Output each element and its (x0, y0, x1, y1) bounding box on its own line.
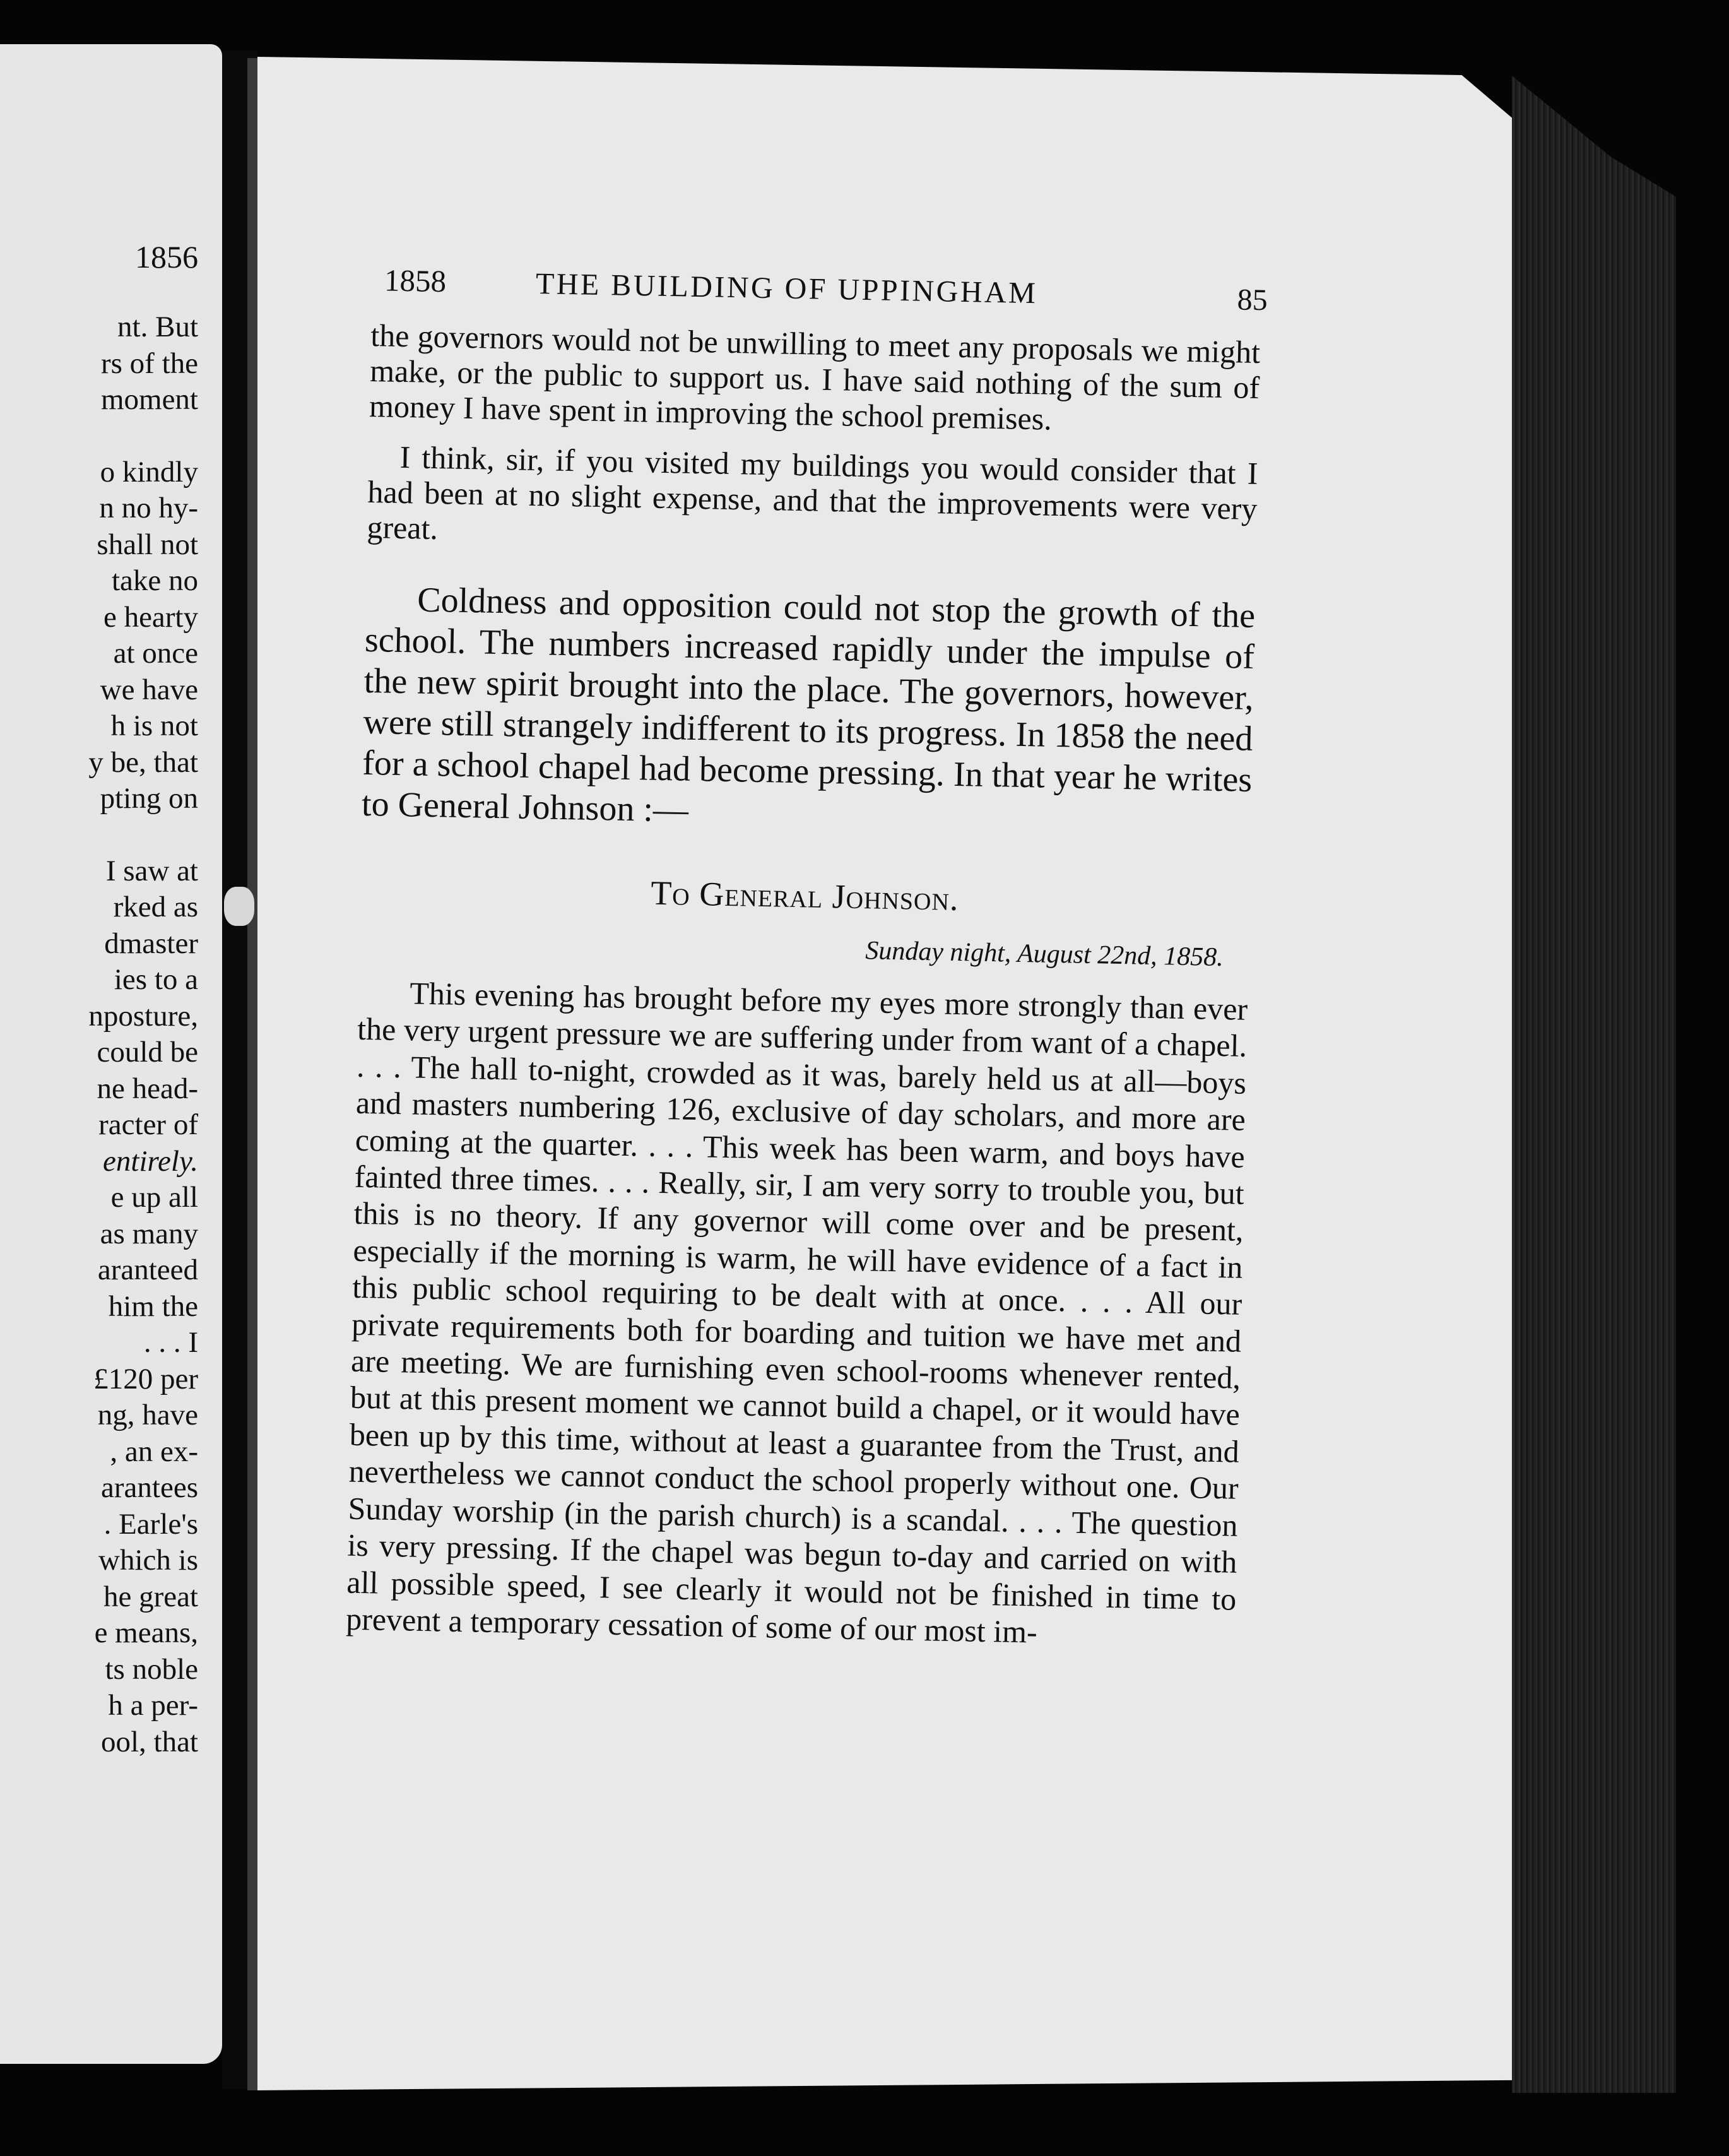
left-line: he great (103, 1580, 198, 1613)
left-line: y be, that (88, 745, 198, 779)
left-line: dmaster (104, 927, 198, 960)
letter-heading: To General Johnson. (650, 874, 960, 918)
left-line: e means, (94, 1616, 198, 1649)
left-line: , an ex- (110, 1435, 198, 1468)
left-page-text (0, 309, 198, 1760)
left-page (0, 44, 222, 2064)
left-line: ne head- (97, 1072, 198, 1105)
left-line: I saw at (105, 854, 198, 887)
left-line: e hearty (103, 600, 198, 634)
left-line: o kindly (100, 455, 198, 489)
left-line: arantees (101, 1471, 198, 1504)
left-line: shall not (97, 528, 198, 561)
left-line: as many (100, 1217, 198, 1250)
quoted-paragraph: I think, sir, if you visited my buildings you would consider that I had been at no slight expense, and that the improvements were very great. (367, 439, 1258, 547)
paper-tear-mark (224, 887, 254, 926)
left-line: aranteed (97, 1253, 198, 1286)
left-line: £120 per (93, 1362, 198, 1395)
page-edges (1512, 76, 1676, 2093)
letter-dateline: Sunday night, August 22nd, 1858. (864, 936, 1224, 973)
page-number: 85 (1237, 283, 1268, 317)
left-line: h a per- (108, 1689, 198, 1722)
left-line-gap (0, 817, 198, 853)
body-paragraph: Coldness and opposition could not stop the growth of the school. The numbers increased rapidly under the impulse of the new spirit brought into the place. The governors, however, were still strangely indifferent to its progress. In 1858 the need for a school chapel had become pressing. In that year he writes to General Johnson :— (361, 580, 1256, 830)
left-line: him the (108, 1289, 198, 1323)
left-page-year: 1856 (135, 239, 198, 275)
left-line: h is not (110, 709, 198, 742)
left-line: at once (113, 637, 198, 670)
gutter-shadow (247, 58, 257, 2090)
left-line: nt. But (117, 311, 198, 343)
letter-body: This evening has brought before my eyes more strongly than ever the very urgent pressure we are suffering under from want of a chapel. . . . The hall to-night, crowded as it was, barely held us at all—boys and masters numbering 126, exclusive of day scholars, and more are coming at the quarter. . . . This week has been warm, and boys have fainted three times. . . . Really, sir, I am very sorry to trouble you, but this is no theory. If any governor will come over and be present, especially if the morning is warm, he will have evidence of a fact in this public school requiring to be dealt with at once. . . . All our private requirements both for boarding and tuition we have met and are meeting. We are furnishing even school-rooms whenever rented, but at this present moment we cannot build a chapel, or it would have been up by this time, without at least a guarantee from the Trust, and nevertheless we cannot conduct the school properly without one. Our Sunday worship (in the parish church) is a scandal. . . . The question is very pressing. If the chapel was begun to-day and carried on with all possible speed, I see clearly it would not be finished in time to prevent a temporary cessation of some of our most im- (345, 975, 1248, 1650)
left-line: . Earle's (103, 1507, 198, 1541)
left-line-gap (0, 418, 198, 454)
left-line: rs of the (100, 346, 198, 380)
left-line: could be (97, 1036, 198, 1069)
left-line: which is (98, 1544, 198, 1577)
right-page-content (345, 249, 1268, 1654)
running-head-title: THE BUILDING OF UPPINGHAM (535, 266, 1038, 311)
left-line: ool, that (100, 1725, 198, 1758)
left-line: ies to a (114, 963, 198, 996)
left-line: ts noble (105, 1652, 198, 1686)
left-line: moment (100, 383, 198, 416)
running-head-year: 1858 (384, 263, 447, 299)
left-line: rked as (113, 891, 198, 923)
left-line: ng, have (97, 1399, 198, 1431)
left-line: pting on (100, 782, 198, 815)
quoted-paragraph: the governors would not be unwilling to meet any proposals we might make, or the public to support us. I have said nothing of the sum of money I have spent in improving the school premises. (369, 317, 1261, 437)
left-line: n no hy- (99, 492, 198, 524)
left-line: nposture, (88, 999, 198, 1033)
left-line: . . . I (143, 1326, 198, 1359)
left-line: take no (111, 564, 198, 597)
left-line: racter of (98, 1108, 198, 1141)
left-line: e up all (110, 1181, 198, 1214)
left-line-italic: entirely. (103, 1144, 198, 1178)
left-line: we have (100, 673, 198, 706)
